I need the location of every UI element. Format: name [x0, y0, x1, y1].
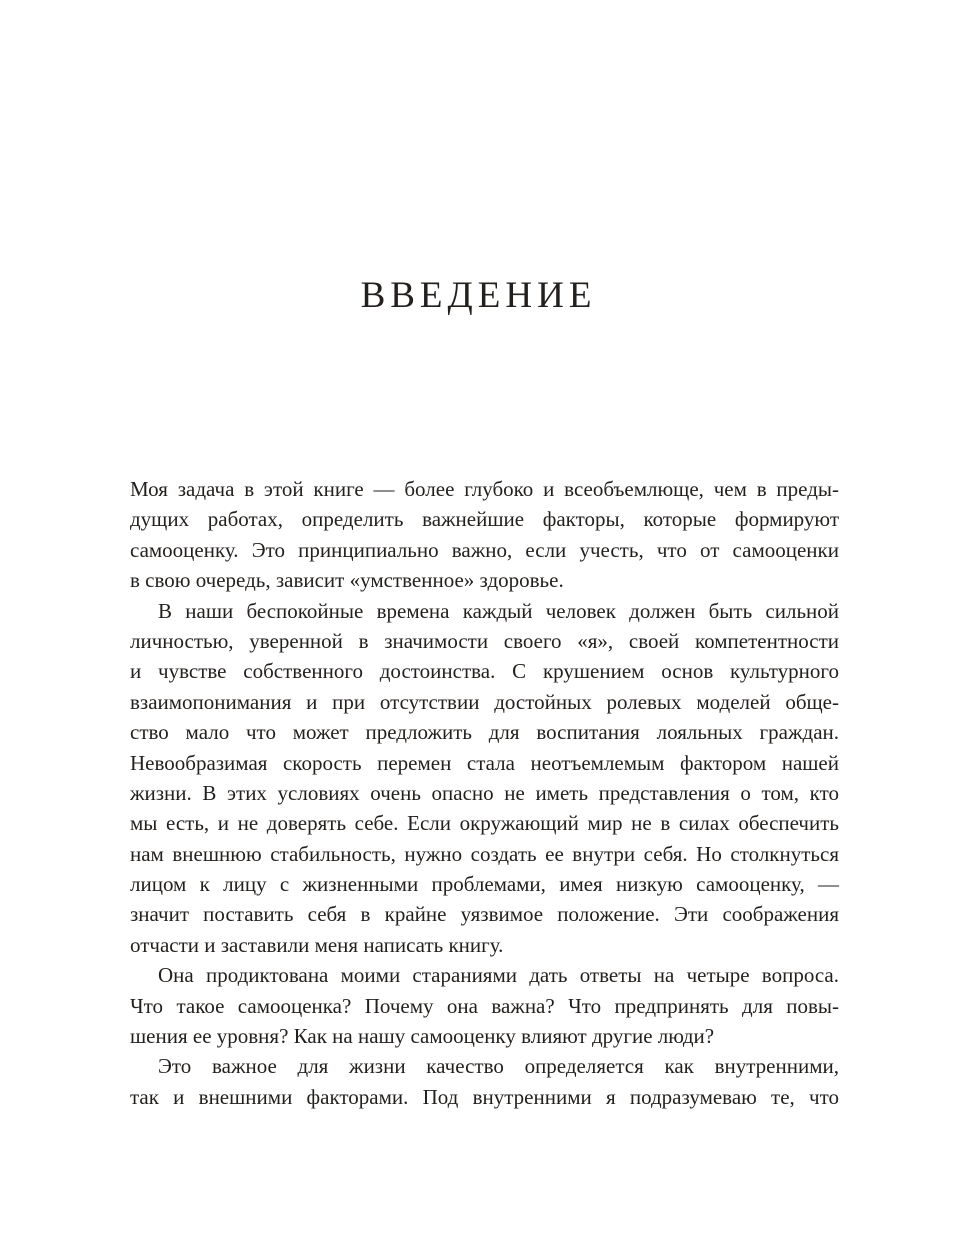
text-line: нам внешнюю стабильность, нужно создать ее внутри себя. Но столкнуться: [130, 841, 839, 866]
text-line: Она продиктована моими стараниями дать ответы на четыре вопроса.: [158, 963, 839, 988]
text-line: лицом к лицу с жизненными проблемами, имея низкую самооценку, —: [130, 872, 839, 897]
text-line: Это важное для жизни качество определяется как внутренними,: [158, 1054, 839, 1079]
text-line: самооценку. Это принципиально важно, если учесть, что от самооценки: [130, 537, 839, 562]
text-line: значит поставить себя в крайне уязвимое положение. Эти соображения: [130, 902, 839, 927]
text-line: в свою очередь, зависит «умственное» здоровье.: [130, 568, 564, 593]
chapter-title: ВВЕДЕНИЕ: [360, 275, 597, 316]
text-line: ство мало что может предложить для воспитания лояльных граждан.: [130, 720, 839, 745]
text-line: Моя задача в этой книге — более глубоко и всеобъемлюще, чем в преды-: [130, 477, 839, 501]
text-line: взаимопонимания и при отсутствии достойных ролевых моделей обще-: [130, 689, 839, 714]
text-line: дущих работах, определить важнейшие факторы, которые формируют: [130, 507, 839, 532]
text-line: Что такое самооценка? Почему она важна? Что предпринять для повы-: [130, 993, 839, 1018]
text-line: мы есть, и не доверять себе. Если окружающий мир не в силах обеспечить: [130, 811, 839, 836]
text-line: жизни. В этих условиях очень опасно не иметь представления о том, кто: [130, 780, 839, 805]
text-line: отчасти и заставили меня написать книгу.: [130, 932, 504, 957]
text-line: так и внешними факторами. Под внутренними я подразумеваю те, что: [130, 1084, 839, 1109]
body-text: [130, 474, 839, 1112]
text-line: личностью, уверенной в значимости своего «я», своей компетентности: [130, 628, 839, 653]
text-line: шения ее уровня? Как на нашу самооценку влияют другие люди?: [130, 1024, 715, 1049]
text-line: В наши беспокойные времена каждый человек должен быть сильной: [158, 598, 839, 623]
text-line: и чувстве собственного достоинства. С крушением основ культурного: [130, 659, 839, 684]
text-line: Невообразимая скорость перемен стала неотъемлемым фактором нашей: [130, 750, 839, 775]
